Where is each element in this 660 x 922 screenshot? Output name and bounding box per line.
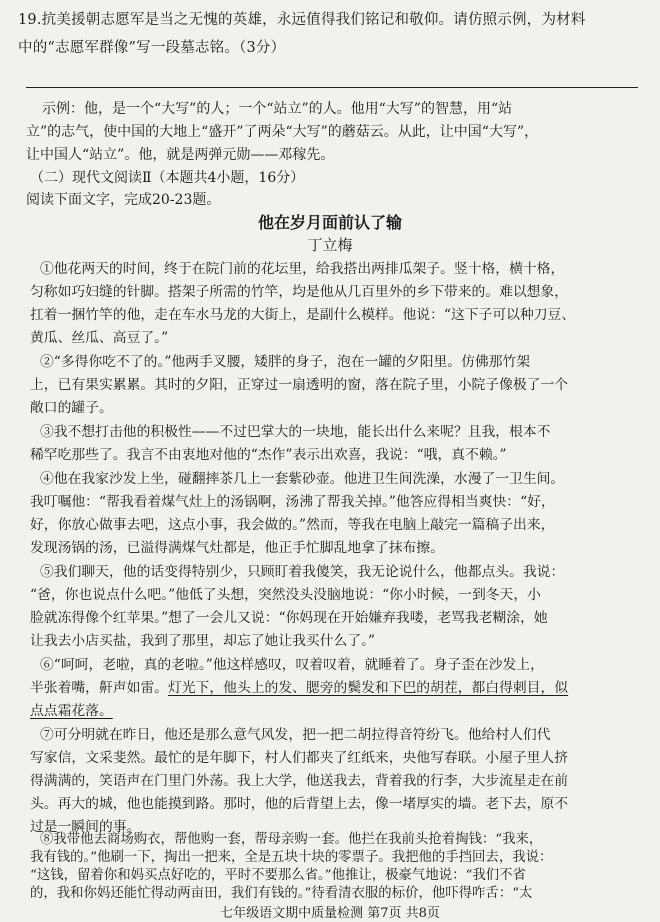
paragraph-line: 上，已有果实累累。其时的夕阳，正穿过一扇透明的窗，落在院子里，小院子像极了一个 xyxy=(30,377,569,393)
paragraph-line: “这钱，留着你和妈买点好吃的，平时不要那么省。”他推让，极豪气地说：“我们不省 xyxy=(30,868,526,883)
question-19-line-1: 19.抗美援朝志愿军是当之无愧的英雄，永远值得我们铭记和敬仰。请仿照示例，为材料 xyxy=(18,12,586,28)
paragraph-line: 扛着一捆竹竿的他，走在车水马龙的大街上，是副什么模样。他说：“这下子可以种刀豆、 xyxy=(30,307,576,323)
underlined-text: 灯光下，他头上的发、腮旁的鬓发和下巴的胡茬，都白得刺目，似 xyxy=(167,680,569,696)
page-footer: 七年级语文期中质量检测 第7页 共8页 xyxy=(220,906,440,921)
paragraph-line: ②“多得你吃不了的。”他两手叉腰，矮胖的身子，泡在一罐的夕阳里。仿佛那竹架 xyxy=(40,354,531,370)
paragraph-line: 敞口的罐子。 xyxy=(30,400,113,416)
example-line-3: 让中国人“站立”。他，就是两弹元勋——邓稼先。 xyxy=(26,147,335,163)
paragraph-line: ④他在我家沙发上坐，碰翻摔茶几上一套紫砂壶。他进卫生间洗澡，水漫了一卫生间。 xyxy=(40,471,565,487)
paragraph-line: ⑤我们聊天，他的话变得特别少，只顾盯着我傻笑，我无论说什么，他都点头。我说： xyxy=(40,564,565,580)
article-title: 他在岁月面前认了输 xyxy=(257,213,402,232)
paragraph-line: 写家信，文采斐然。最忙的是年脚下，村人们都夹了红纸来，央他写春联。小屋子里人挤 xyxy=(30,750,569,766)
paragraph-line: 过是一瞬间的事。 xyxy=(30,819,141,835)
question-19-line-2: 中的“志愿军群像”写一段墓志铭。（3分） xyxy=(18,40,286,56)
paragraph-line: 让我去小店买盐，我到了那里，却忘了她让我买什么了。” xyxy=(30,633,376,649)
paragraph-line xyxy=(30,676,568,696)
paragraph-line: 的，我和你妈还能忙得动两亩田，我们有钱的。”待看清衣服的标价，他吓得咋舌：“太 xyxy=(30,886,533,901)
paragraph-line: 得满满的，笑语声在门里门外荡。我上大学，他送我去，背着我的行李，大步流星走在前 xyxy=(30,773,569,789)
example-line-1: 示例：他，是一个“大写”的人；一个“站立”的人。他用“大写”的智慧，用“站 xyxy=(42,101,513,117)
paragraph-line: ⑧我带他去商场购衣，帮他购一套，帮母亲购一套。他拦在我前头抢着掏钱：“我来， xyxy=(40,832,543,847)
section-instruction: 阅读下面文字，完成20-23题。 xyxy=(26,192,221,208)
underlined-text: 点点霜花落。 xyxy=(30,703,113,719)
plain-text: 半张着嘴，鼾声如雷。 xyxy=(30,680,168,696)
paragraph-line: 我有钱的。”他刷一下，掏出一把来，全是五块十块的零票子。我把他的手挡回去，我说： xyxy=(30,850,553,865)
paragraph-line: “爸，你也说点什么吧。”他低了头想，突然没头没脑地说：“你小时候，一到冬天，小 xyxy=(30,587,541,603)
paragraph-line: ③我不想打击他的积极性——不过巴掌大的一块地，能长出什么来呢？且我，根本不 xyxy=(40,424,551,440)
paragraph-line: 黄瓜、丝瓜、高豆了。” xyxy=(30,330,169,346)
paragraph-line: 好，你放心做事去吧，这点小事，我会做的。”然而，等我在电脑上敲完一篇稿子出来， xyxy=(30,517,555,533)
answer-blank-line xyxy=(26,87,638,88)
example-line-2: 立”的志气，使中国的大地上“盛开”了两朵“大写”的蘑菇云。从此，让中国“大写”， xyxy=(26,124,539,140)
paragraph-line: 发现汤锅的汤，已溢得满煤气灶都是，他正手忙脚乱地拿了抹布擦。 xyxy=(30,540,444,556)
paragraph-line: ①他花两天的时间，终于在院门前的花坛里，给我搭出两排瓜架子。竖十格，横十格， xyxy=(40,261,565,277)
paragraph-line: ⑥“呵呵，老啦，真的老啦。”他这样感叹，叹着叹着，就睡着了。身子歪在沙发上， xyxy=(40,657,544,673)
paragraph-line: 我叮嘱他：“帮我看着煤气灶上的汤锅啊，汤沸了帮我关掉。”他答应得相当爽快：“好， xyxy=(30,494,555,510)
paragraph-line: 头。再大的城，他也能摸到路。那时，他的后背望上去，像一堵厚实的墙。老下去，原不 xyxy=(30,796,569,812)
article-author: 丁立梅 xyxy=(307,236,353,254)
paragraph-line: 脸就冻得像个红苹果。”想了一会儿又说：“你妈现在开始嫌弃我喽，老骂我老糊涂，她 xyxy=(30,610,548,626)
section-heading: （二）现代文阅读Ⅱ（本题共4小题，16分） xyxy=(30,170,305,186)
paragraph-line: ⑦可分明就在昨日，他还是那么意气风发，把一把二胡拉得音符纷飞。他给村人们代 xyxy=(40,727,551,743)
paragraph-line: 匀称如巧妇缝的针脚。搭架子所需的竹竿，均是他从几百里外的乡下带来的。难以想象， xyxy=(30,284,569,300)
paragraph-line: 稀罕吃那些了。我言不由衷地对他的“杰作”表示出欢喜，我说：“哦，真不赖。” xyxy=(30,447,507,463)
